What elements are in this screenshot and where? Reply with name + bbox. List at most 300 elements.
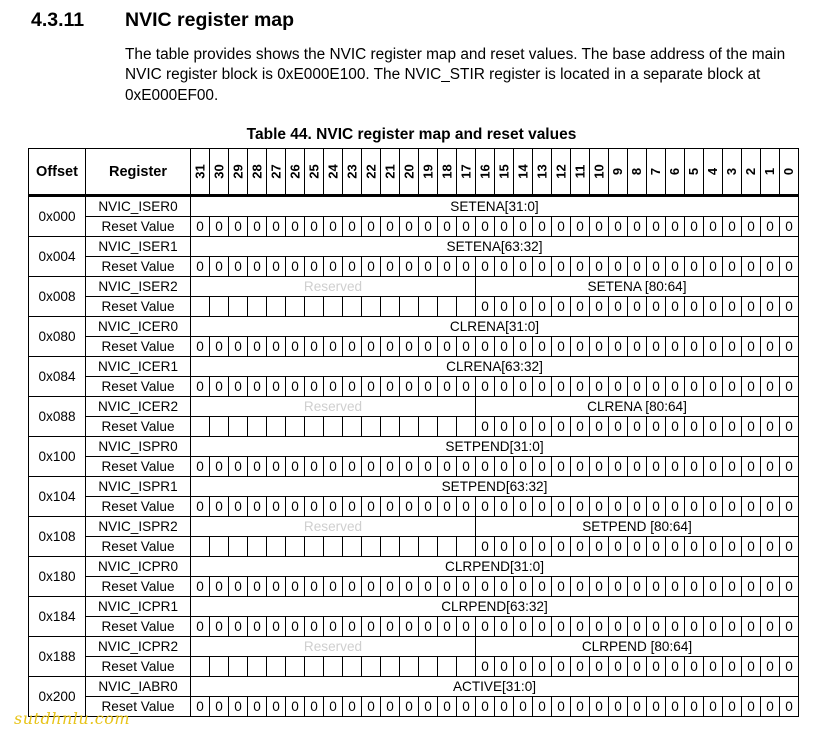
reset-bit: 0: [761, 497, 780, 517]
reset-bit: 0: [647, 377, 666, 397]
reset-bit: 0: [685, 697, 704, 717]
table-row-reset: [29, 497, 799, 517]
reset-bit: 0: [438, 257, 457, 277]
reset-bit: 0: [476, 497, 495, 517]
reset-bit: 0: [742, 497, 761, 517]
bit-number: 14: [515, 163, 531, 179]
reset-bit: 0: [248, 257, 267, 277]
reset-bit: 0: [286, 337, 305, 357]
header-bit-31: [191, 149, 210, 196]
reset-bit: 0: [533, 657, 552, 677]
reset-bit: 0: [685, 217, 704, 237]
reset-bit: 0: [552, 697, 571, 717]
reset-bit: 0: [704, 537, 723, 557]
reset-bit: [286, 657, 305, 677]
table-row-register: [29, 597, 799, 617]
reset-bit: 0: [571, 457, 590, 477]
reset-bit: 0: [723, 697, 742, 717]
reset-bit: 0: [495, 457, 514, 477]
register-name: NVIC_ICER1: [86, 357, 191, 377]
reset-bit: 0: [552, 537, 571, 557]
reset-bit: 0: [761, 457, 780, 477]
reset-bit: 0: [742, 257, 761, 277]
reset-bit: 0: [210, 337, 229, 357]
table-row-reset: [29, 457, 799, 477]
reset-bit: 0: [495, 297, 514, 317]
reset-bit: 0: [305, 217, 324, 237]
reset-bit: 0: [742, 657, 761, 677]
reserved-field: Reserved: [191, 277, 476, 297]
reset-bit: 0: [761, 697, 780, 717]
reset-bit: 0: [628, 377, 647, 397]
reset-bit: 0: [704, 417, 723, 437]
reset-bit: 0: [495, 497, 514, 517]
reset-bit: 0: [362, 457, 381, 477]
reset-bit: 0: [191, 217, 210, 237]
reset-bit: [400, 657, 419, 677]
reset-bit: 0: [552, 617, 571, 637]
reset-bit: 0: [647, 577, 666, 597]
reset-bit: 0: [742, 297, 761, 317]
reset-bit: 0: [590, 457, 609, 477]
reset-bit: 0: [191, 497, 210, 517]
reset-bit: 0: [685, 377, 704, 397]
reset-bit: 0: [590, 297, 609, 317]
reset-bit: 0: [324, 457, 343, 477]
reset-bit: 0: [400, 217, 419, 237]
reset-bit: 0: [286, 577, 305, 597]
reset-bit: 0: [628, 217, 647, 237]
table-row-reset: [29, 417, 799, 437]
reset-bit: 0: [419, 697, 438, 717]
reset-bit: 0: [362, 217, 381, 237]
table-caption: Table 44. NVIC register map and reset values: [246, 126, 577, 143]
reset-bit: 0: [191, 257, 210, 277]
reset-bit: 0: [457, 217, 476, 237]
reset-bit: 0: [533, 457, 552, 477]
reset-bit: 0: [476, 217, 495, 237]
reset-bit: [438, 537, 457, 557]
reset-bit: 0: [343, 577, 362, 597]
reset-bit: 0: [704, 217, 723, 237]
reset-bit: 0: [324, 377, 343, 397]
reset-bit: 0: [590, 497, 609, 517]
reset-bit: 0: [286, 377, 305, 397]
reset-bit: [210, 297, 229, 317]
reset-bit: 0: [533, 497, 552, 517]
reset-bit: 0: [229, 497, 248, 517]
reset-bit: 0: [780, 577, 799, 597]
reset-bit: 0: [400, 377, 419, 397]
header-register: Register: [86, 149, 191, 196]
reset-bit: 0: [229, 337, 248, 357]
reset-bit: 0: [571, 537, 590, 557]
bit-field: ACTIVE[31:0]: [191, 677, 799, 697]
reset-bit: [381, 297, 400, 317]
reset-bit: 0: [229, 617, 248, 637]
reset-bit: [419, 657, 438, 677]
reset-bit: [400, 537, 419, 557]
bit-number: 16: [477, 163, 493, 179]
reset-bit: [381, 417, 400, 437]
reset-bit: 0: [419, 337, 438, 357]
reset-bit: 0: [552, 457, 571, 477]
reset-bit: 0: [761, 657, 780, 677]
reset-bit: 0: [438, 377, 457, 397]
reset-bit: 0: [419, 217, 438, 237]
header-bit-22: [362, 149, 381, 196]
reset-bit: 0: [647, 457, 666, 477]
reset-bit: 0: [780, 257, 799, 277]
reset-bit: 0: [267, 617, 286, 637]
reset-bit: 0: [267, 377, 286, 397]
reset-bit: 0: [438, 217, 457, 237]
reset-bit: 0: [590, 577, 609, 597]
reset-bit: [191, 417, 210, 437]
reset-bit: 0: [609, 217, 628, 237]
offset-cell: 0x108: [29, 517, 86, 557]
reset-bit: 0: [514, 217, 533, 237]
reset-bit: 0: [761, 337, 780, 357]
reset-bit: 0: [552, 257, 571, 277]
reset-bit: 0: [229, 257, 248, 277]
reset-bit: 0: [552, 337, 571, 357]
reset-bit: 0: [571, 577, 590, 597]
reset-bit: 0: [647, 217, 666, 237]
register-name: NVIC_IABR0: [86, 677, 191, 697]
table-row-register: [29, 477, 799, 497]
reset-bit: 0: [647, 537, 666, 557]
reset-bit: 0: [590, 657, 609, 677]
reset-bit: 0: [457, 377, 476, 397]
reset-bit: 0: [628, 257, 647, 277]
reset-bit: 0: [495, 537, 514, 557]
reset-bit: 0: [628, 417, 647, 437]
reset-bit: 0: [514, 657, 533, 677]
reset-bit: 0: [780, 217, 799, 237]
reset-bit: 0: [324, 337, 343, 357]
header-bit-27: [267, 149, 286, 196]
reset-bit: 0: [723, 497, 742, 517]
reset-bit: [286, 297, 305, 317]
reset-bit: 0: [552, 497, 571, 517]
reset-bit: 0: [723, 257, 742, 277]
reset-bit: 0: [248, 377, 267, 397]
reset-bit: 0: [305, 337, 324, 357]
reset-bit: 0: [476, 337, 495, 357]
bit-number: 2: [743, 167, 759, 175]
reset-bit: 0: [267, 257, 286, 277]
header-bit-16: [476, 149, 495, 196]
reset-bit: 0: [628, 537, 647, 557]
bit-number: 19: [420, 163, 436, 179]
bit-number: 7: [648, 167, 664, 175]
reset-bit: 0: [742, 537, 761, 557]
reset-value-label: Reset Value: [86, 697, 191, 717]
offset-cell: 0x008: [29, 277, 86, 317]
reserved-field: Reserved: [191, 517, 476, 537]
reset-bit: 0: [476, 577, 495, 597]
header-bit-29: [229, 149, 248, 196]
bit-number: 4: [705, 167, 721, 175]
reset-bit: 0: [666, 297, 685, 317]
reset-bit: [305, 297, 324, 317]
reset-bit: 0: [723, 657, 742, 677]
table-row-register: [29, 397, 799, 417]
reset-bit: [419, 417, 438, 437]
reset-bit: 0: [324, 497, 343, 517]
reset-bit: 0: [476, 377, 495, 397]
reset-bit: 0: [248, 457, 267, 477]
bit-number: 6: [667, 167, 683, 175]
reset-bit: 0: [609, 377, 628, 397]
reset-value-label: Reset Value: [86, 617, 191, 637]
bit-field: CLRENA[63:32]: [191, 357, 799, 377]
header-bit-8: [628, 149, 647, 196]
reset-bit: 0: [704, 617, 723, 637]
reset-bit: 0: [704, 577, 723, 597]
reset-bit: 0: [685, 497, 704, 517]
reset-value-label: Reset Value: [86, 337, 191, 357]
reset-bit: [362, 657, 381, 677]
reset-bit: 0: [609, 537, 628, 557]
nvic-register-table: [28, 148, 799, 717]
reset-bit: 0: [343, 457, 362, 477]
reset-value-label: Reset Value: [86, 497, 191, 517]
reset-bit: 0: [780, 297, 799, 317]
reset-bit: 0: [571, 657, 590, 677]
reset-bit: 0: [381, 377, 400, 397]
header-bit-0: [780, 149, 799, 196]
reset-bit: 0: [495, 257, 514, 277]
reset-bit: 0: [248, 577, 267, 597]
reset-bit: 0: [324, 257, 343, 277]
table-row-register: [29, 637, 799, 657]
reset-bit: 0: [685, 537, 704, 557]
offset-cell: 0x104: [29, 477, 86, 517]
reset-bit: [191, 297, 210, 317]
reset-bit: 0: [533, 217, 552, 237]
register-name: NVIC_ICPR0: [86, 557, 191, 577]
reset-bit: 0: [571, 497, 590, 517]
register-name: NVIC_ICPR1: [86, 597, 191, 617]
reset-bit: 0: [343, 497, 362, 517]
reset-bit: 0: [647, 657, 666, 677]
reset-bit: 0: [457, 617, 476, 637]
table-row-reset: [29, 537, 799, 557]
reset-bit: 0: [343, 617, 362, 637]
reset-bit: 0: [229, 577, 248, 597]
reset-bit: [229, 657, 248, 677]
bit-number: 5: [686, 167, 702, 175]
reset-bit: 0: [704, 497, 723, 517]
reset-bit: 0: [419, 257, 438, 277]
reset-bit: 0: [780, 377, 799, 397]
reset-bit: 0: [381, 617, 400, 637]
reset-bit: 0: [647, 697, 666, 717]
reset-bit: 0: [362, 337, 381, 357]
header-bit-9: [609, 149, 628, 196]
reset-bit: 0: [305, 617, 324, 637]
reset-bit: [457, 537, 476, 557]
bit-field: SETPEND[63:32]: [191, 477, 799, 497]
reset-bit: 0: [267, 457, 286, 477]
reset-bit: 0: [514, 417, 533, 437]
reset-bit: 0: [514, 457, 533, 477]
reset-bit: 0: [723, 457, 742, 477]
register-name: NVIC_ICER0: [86, 317, 191, 337]
reset-bit: 0: [742, 457, 761, 477]
table-row-reset: [29, 697, 799, 717]
offset-cell: 0x000: [29, 196, 86, 237]
reset-bit: 0: [495, 697, 514, 717]
bit-number: 12: [553, 163, 569, 179]
reset-bit: 0: [590, 697, 609, 717]
reset-bit: 0: [210, 457, 229, 477]
offset-cell: 0x088: [29, 397, 86, 437]
reset-bit: 0: [305, 577, 324, 597]
reset-bit: 0: [609, 257, 628, 277]
reset-bit: 0: [229, 377, 248, 397]
table-row-reset: [29, 297, 799, 317]
reset-bit: [267, 417, 286, 437]
reset-bit: 0: [723, 577, 742, 597]
header-bit-17: [457, 149, 476, 196]
bit-number: 10: [591, 163, 607, 179]
reset-bit: 0: [666, 417, 685, 437]
bit-number: 28: [249, 163, 265, 179]
reset-bit: 0: [590, 537, 609, 557]
register-name: NVIC_ISPR1: [86, 477, 191, 497]
table-row-register: [29, 357, 799, 377]
table-row-register: [29, 277, 799, 297]
reset-bit: 0: [685, 657, 704, 677]
reset-bit: 0: [647, 617, 666, 637]
reset-bit: 0: [533, 377, 552, 397]
reset-bit: 0: [533, 337, 552, 357]
reset-bit: 0: [457, 577, 476, 597]
reset-bit: [248, 657, 267, 677]
bit-number: 27: [268, 163, 284, 179]
table-row-register: [29, 437, 799, 457]
reserved-field: Reserved: [191, 397, 476, 417]
reset-bit: 0: [495, 377, 514, 397]
bit-number: 30: [211, 163, 227, 179]
reset-bit: 0: [381, 697, 400, 717]
reset-bit: 0: [704, 337, 723, 357]
reset-bit: 0: [381, 457, 400, 477]
reset-bit: 0: [381, 497, 400, 517]
reset-bit: 0: [381, 577, 400, 597]
reset-bit: 0: [210, 497, 229, 517]
reset-bit: 0: [780, 457, 799, 477]
reset-bit: 0: [552, 297, 571, 317]
offset-cell: 0x184: [29, 597, 86, 637]
reset-bit: [457, 657, 476, 677]
reset-bit: 0: [704, 257, 723, 277]
reset-bit: 0: [590, 377, 609, 397]
reset-bit: 0: [286, 497, 305, 517]
reset-bit: 0: [704, 297, 723, 317]
reset-bit: 0: [457, 337, 476, 357]
reset-bit: 0: [210, 217, 229, 237]
reset-bit: 0: [533, 417, 552, 437]
reset-bit: 0: [438, 617, 457, 637]
table-row-register: [29, 557, 799, 577]
reset-bit: 0: [248, 497, 267, 517]
reset-bit: 0: [400, 337, 419, 357]
reset-bit: 0: [590, 617, 609, 637]
reset-bit: 0: [400, 257, 419, 277]
reset-bit: 0: [685, 417, 704, 437]
reset-bit: 0: [780, 617, 799, 637]
bit-field: CLRPEND[31:0]: [191, 557, 799, 577]
reset-bit: [267, 297, 286, 317]
header-bit-18: [438, 149, 457, 196]
reset-bit: [248, 297, 267, 317]
bit-number: 9: [610, 167, 626, 175]
table-row-register: [29, 677, 799, 697]
bit-number: 17: [458, 163, 474, 179]
table-row-reset: [29, 617, 799, 637]
reset-bit: 0: [305, 377, 324, 397]
header-bit-12: [552, 149, 571, 196]
reset-bit: 0: [666, 497, 685, 517]
reset-bit: [229, 417, 248, 437]
reset-bit: 0: [191, 377, 210, 397]
reset-bit: 0: [248, 617, 267, 637]
reset-bit: [438, 417, 457, 437]
reset-bit: 0: [514, 257, 533, 277]
reset-bit: 0: [476, 657, 495, 677]
reset-bit: 0: [761, 417, 780, 437]
reset-value-label: Reset Value: [86, 377, 191, 397]
reset-bit: 0: [723, 217, 742, 237]
reset-bit: [362, 537, 381, 557]
reset-bit: 0: [685, 577, 704, 597]
reset-bit: 0: [343, 377, 362, 397]
reset-bit: 0: [685, 337, 704, 357]
reset-bit: 0: [590, 417, 609, 437]
bit-number: 0: [781, 167, 797, 175]
reserved-field: Reserved: [191, 637, 476, 657]
reset-bit: [343, 297, 362, 317]
reset-bit: 0: [419, 497, 438, 517]
reset-bit: 0: [609, 657, 628, 677]
reset-bit: 0: [457, 697, 476, 717]
header-bit-28: [248, 149, 267, 196]
reset-bit: 0: [343, 217, 362, 237]
reset-bit: 0: [628, 617, 647, 637]
reset-bit: 0: [419, 377, 438, 397]
reset-bit: 0: [438, 497, 457, 517]
reset-bit: 0: [495, 217, 514, 237]
reset-bit: 0: [780, 657, 799, 677]
reset-bit: 0: [457, 257, 476, 277]
reset-bit: 0: [438, 577, 457, 597]
reset-bit: 0: [647, 417, 666, 437]
reset-bit: 0: [723, 297, 742, 317]
reset-bit: [343, 657, 362, 677]
reset-bit: 0: [324, 217, 343, 237]
header-bit-3: [723, 149, 742, 196]
reset-bit: 0: [590, 337, 609, 357]
reset-bit: 0: [400, 457, 419, 477]
table-row-register: [29, 196, 799, 217]
table-row-register: [29, 317, 799, 337]
reset-bit: [286, 417, 305, 437]
reset-bit: 0: [210, 697, 229, 717]
